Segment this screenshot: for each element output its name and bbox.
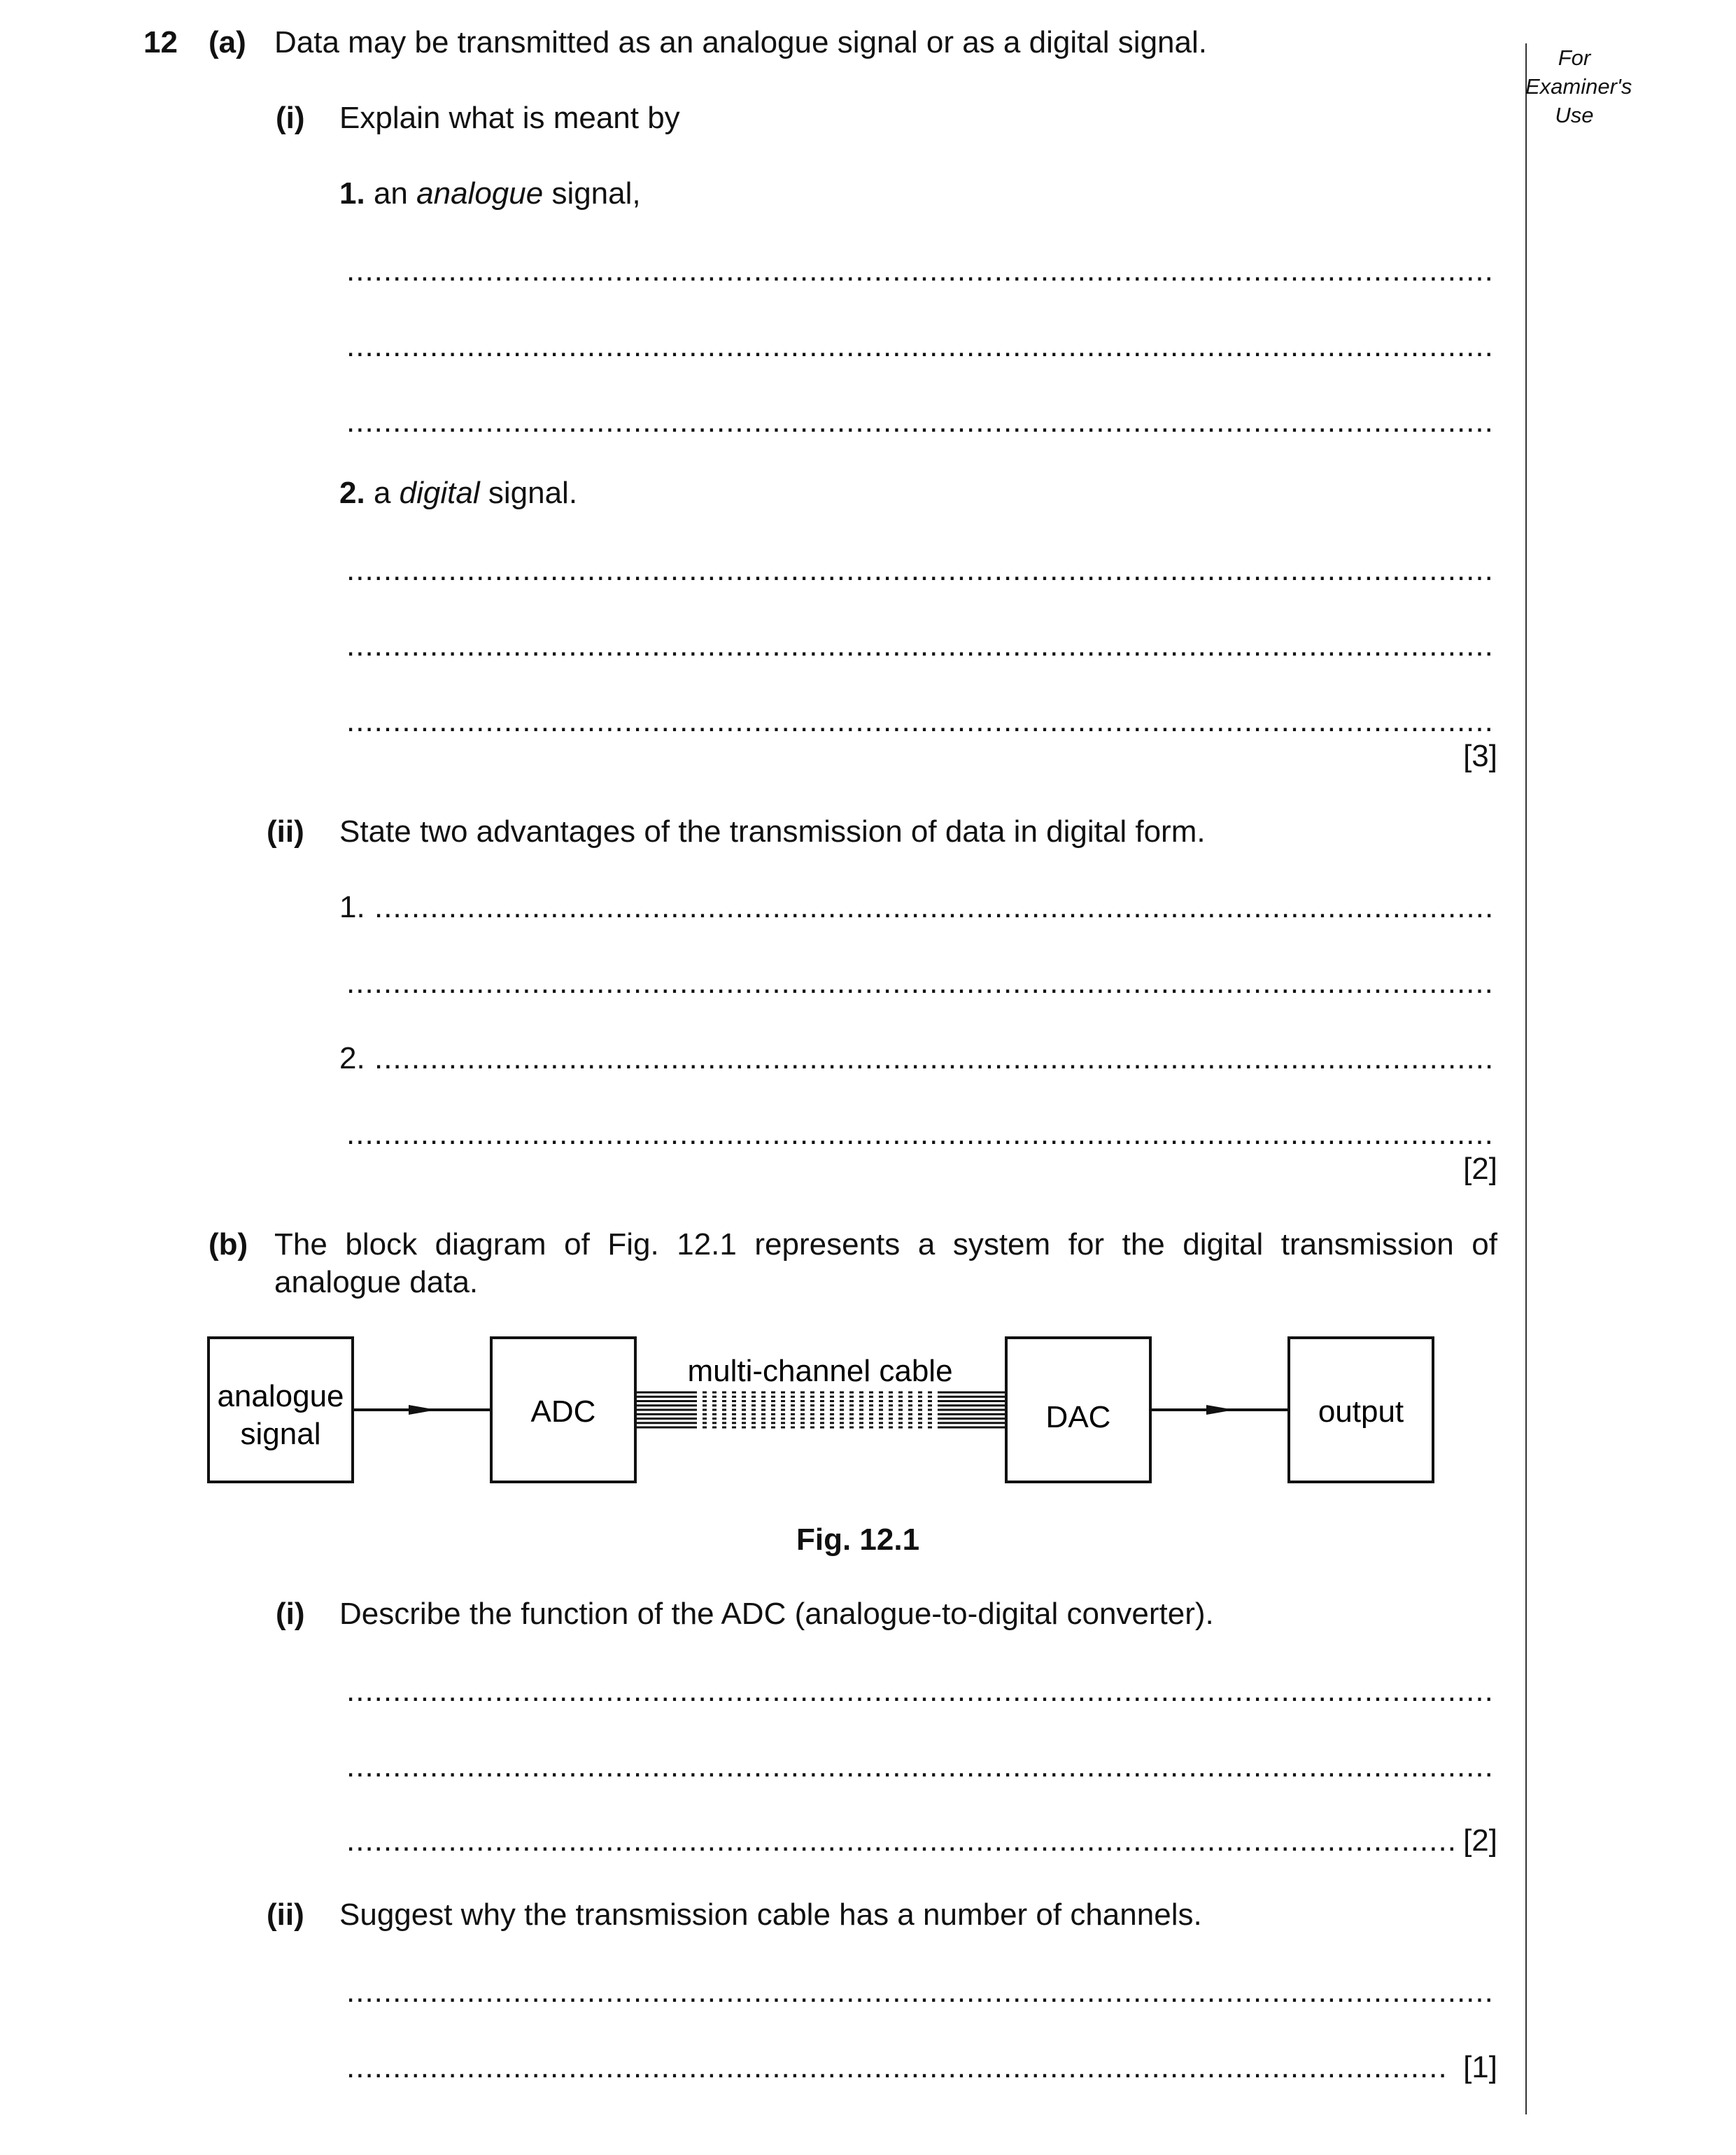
item-number: 1. — [339, 176, 365, 211]
multi-channel-cable — [635, 1392, 1006, 1427]
part-b-i-prompt: Describe the function of the ADC (analogue-to-digital converter). — [339, 1597, 1214, 1631]
part-a-stem: Data may be transmitted as an analogue signal or as a digital signal. — [274, 25, 1207, 59]
adc-label: ADC — [530, 1394, 596, 1429]
item-post: signal, — [551, 176, 641, 211]
part-a-i-label: (i) — [276, 101, 305, 135]
item-post: signal. — [488, 476, 578, 510]
marks-indicator: [1] — [1463, 2050, 1497, 2084]
answer-number: 2. — [339, 1041, 365, 1075]
answer-line[interactable] — [346, 1823, 1455, 1858]
part-a-i-prompt: Explain what is meant by — [339, 101, 680, 135]
figure-caption: Fig. 12.1 — [796, 1522, 920, 1557]
examiner-note-line: Examiner's — [1525, 74, 1632, 99]
part-b-label: (b) — [209, 1227, 248, 1262]
item-term: analogue — [416, 176, 544, 211]
part-a-ii-label: (ii) — [267, 814, 304, 849]
marks-indicator: [2] — [1463, 1823, 1497, 1858]
analogue-signal-label: analogue — [217, 1379, 344, 1413]
part-a-ii-prompt: State two advantages of the transmission of data in digital form. — [339, 814, 1206, 849]
item-term: digital — [399, 476, 480, 510]
question-number: 12 — [143, 25, 178, 59]
answer-line[interactable] — [346, 1974, 1494, 2009]
examiner-note-line: Use — [1555, 103, 1594, 127]
part-a-label: (a) — [209, 25, 246, 59]
part-b-stem-line2: analogue data. — [274, 1265, 479, 1299]
part-b-stem-line1: The block diagram of Fig. 12.1 represents a system for the digital transmission of — [274, 1227, 1497, 1262]
item-pre: an — [373, 176, 408, 211]
answer-line[interactable] — [346, 2050, 1445, 2085]
part-b-ii-label: (ii) — [267, 1898, 304, 1932]
marks-indicator: [2] — [1463, 1152, 1497, 1186]
dac-label: DAC — [1045, 1400, 1111, 1434]
answer-line[interactable] — [346, 1674, 1494, 1709]
cable-label: multi-channel cable — [687, 1354, 953, 1388]
analogue-signal-label: signal — [240, 1417, 321, 1451]
item-pre: a — [373, 476, 391, 510]
part-b-ii-prompt: Suggest why the transmission cable has a number of channels. — [339, 1898, 1202, 1932]
output-label: output — [1318, 1394, 1404, 1429]
part-b-i-label: (i) — [276, 1597, 305, 1631]
answer-number: 1. — [339, 890, 365, 924]
marks-indicator: [3] — [1463, 739, 1497, 773]
answer-line[interactable] — [346, 1749, 1494, 1784]
examiner-note-line: For — [1558, 45, 1591, 70]
item-number: 2. — [339, 476, 365, 510]
